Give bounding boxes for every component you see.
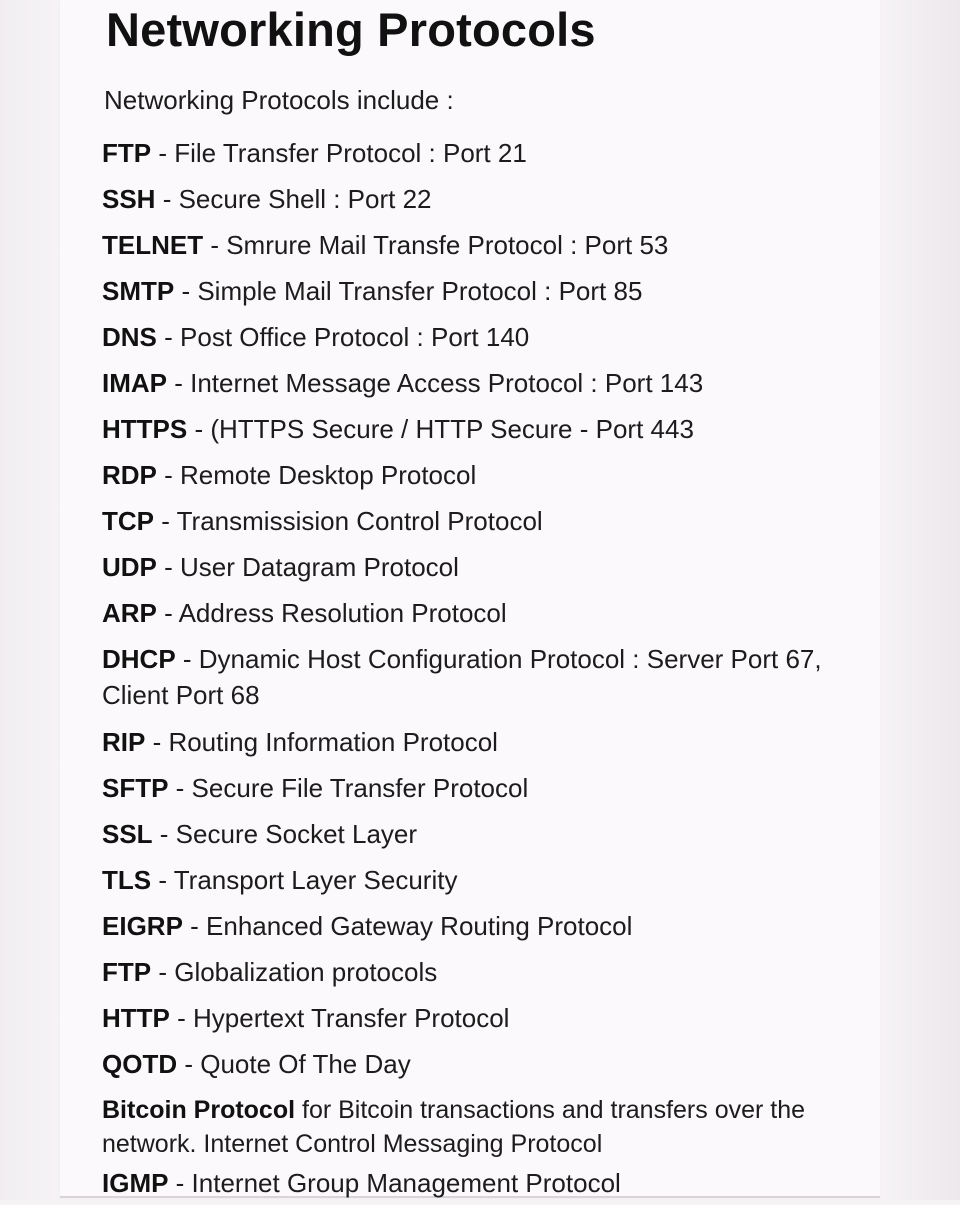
protocol-abbr: TELNET <box>102 230 204 260</box>
protocol-item-rip <box>102 719 862 765</box>
protocol-abbr: RDP <box>102 460 157 490</box>
protocol-description: - Address Resolution Protocol <box>156 598 507 628</box>
protocol-description: - Secure Socket Layer <box>152 819 418 849</box>
protocol-item-ftp <box>102 130 862 176</box>
protocol-item-sftp <box>102 765 862 811</box>
protocol-abbr: DHCP <box>102 644 176 674</box>
protocol-item-dns <box>102 314 862 360</box>
protocol-item-udp <box>102 544 862 590</box>
protocol-description: - (HTTPS Secure / HTTP Secure - Port 443 <box>187 414 694 444</box>
protocol-description: - Simple Mail Transfer Protocol : Port 85 <box>174 276 643 306</box>
page-title: Networking Protocols <box>106 3 596 56</box>
protocol-abbr: HTTPS <box>102 414 188 444</box>
protocol-description: - Enhanced Gateway Routing Protocol <box>182 911 633 941</box>
protocol-abbr: DNS <box>102 322 157 352</box>
protocol-description: - Secure Shell : Port 22 <box>155 184 432 214</box>
protocol-description: - User Datagram Protocol <box>156 552 459 582</box>
protocol-item-bitcoin <box>102 1087 842 1165</box>
protocol-description: - Transport Layer Security <box>151 865 458 895</box>
protocol-description: for Bitcoin transactions and transfers over the network. Internet Control Messaging Protocol <box>102 1096 806 1158</box>
protocol-abbr: UDP <box>102 552 157 582</box>
protocol-item-eigrp <box>102 903 862 949</box>
protocol-description: - Routing Information Protocol <box>145 727 498 757</box>
page-edge-right <box>880 0 960 1200</box>
protocol-description: - Smrure Mail Transfe Protocol : Port 53 <box>203 230 669 260</box>
protocol-item-ssl <box>102 811 862 857</box>
protocol-description: - Globalization protocols <box>151 957 438 987</box>
protocol-abbr: SMTP <box>102 276 175 306</box>
protocol-abbr: SSL <box>102 819 153 849</box>
protocol-abbr: TCP <box>102 506 154 536</box>
protocol-item-ssh <box>102 176 862 222</box>
protocol-abbr: FTP <box>102 957 152 987</box>
protocol-item-https <box>102 406 862 452</box>
intro-text: Networking Protocols include : <box>104 85 454 115</box>
protocol-abbr: IMAP <box>102 368 167 398</box>
protocol-description: - Secure File Transfer Protocol <box>168 773 529 803</box>
protocol-description: - Remote Desktop Protocol <box>156 460 477 490</box>
protocol-abbr: RIP <box>102 727 146 757</box>
protocol-abbr: TLS <box>102 865 152 895</box>
protocol-abbr: ARP <box>102 598 157 628</box>
protocol-item-tcp <box>102 498 862 544</box>
protocol-item-dhcp <box>102 636 842 719</box>
protocol-item-smtp <box>102 268 862 314</box>
protocol-abbr: HTTP <box>102 1003 170 1033</box>
protocol-abbr: SSH <box>102 184 156 214</box>
protocol-abbr: EIGRP <box>102 911 183 941</box>
protocol-item-ftp-globalization <box>102 949 862 995</box>
protocol-item-arp <box>102 590 862 636</box>
protocol-description: - File Transfer Protocol : Port 21 <box>151 138 527 168</box>
protocol-description: - Dynamic Host Configuration Protocol : Server Port 67, Client Port 68 <box>102 644 822 710</box>
protocol-item-http <box>102 995 862 1041</box>
protocol-abbr: Bitcoin Protocol <box>102 1096 296 1124</box>
protocol-description: - Post Office Protocol : Port 140 <box>156 322 530 352</box>
protocol-item-rdp <box>102 452 862 498</box>
protocol-list <box>102 130 862 1205</box>
protocol-description: - Quote Of The Day <box>177 1049 411 1079</box>
protocol-description: - Internet Message Access Protocol : Port 143 <box>167 368 704 398</box>
protocol-description: - Hypertext Transfer Protocol <box>169 1003 510 1033</box>
protocol-item-telnet <box>102 222 862 268</box>
protocol-abbr: QOTD <box>102 1049 178 1079</box>
protocol-item-imap <box>102 360 862 406</box>
page-edge-left <box>0 0 60 1200</box>
protocol-abbr: SFTP <box>102 773 169 803</box>
protocol-description: - Transmissision Control Protocol <box>154 506 543 536</box>
protocol-abbr: FTP <box>102 138 152 168</box>
protocol-description: - Internet Group Management Protocol <box>168 1168 621 1198</box>
protocol-item-tls <box>102 857 862 903</box>
protocol-abbr: IGMP <box>102 1168 169 1198</box>
protocol-item-qotd <box>102 1041 862 1087</box>
protocol-item-igmp <box>102 1165 862 1205</box>
